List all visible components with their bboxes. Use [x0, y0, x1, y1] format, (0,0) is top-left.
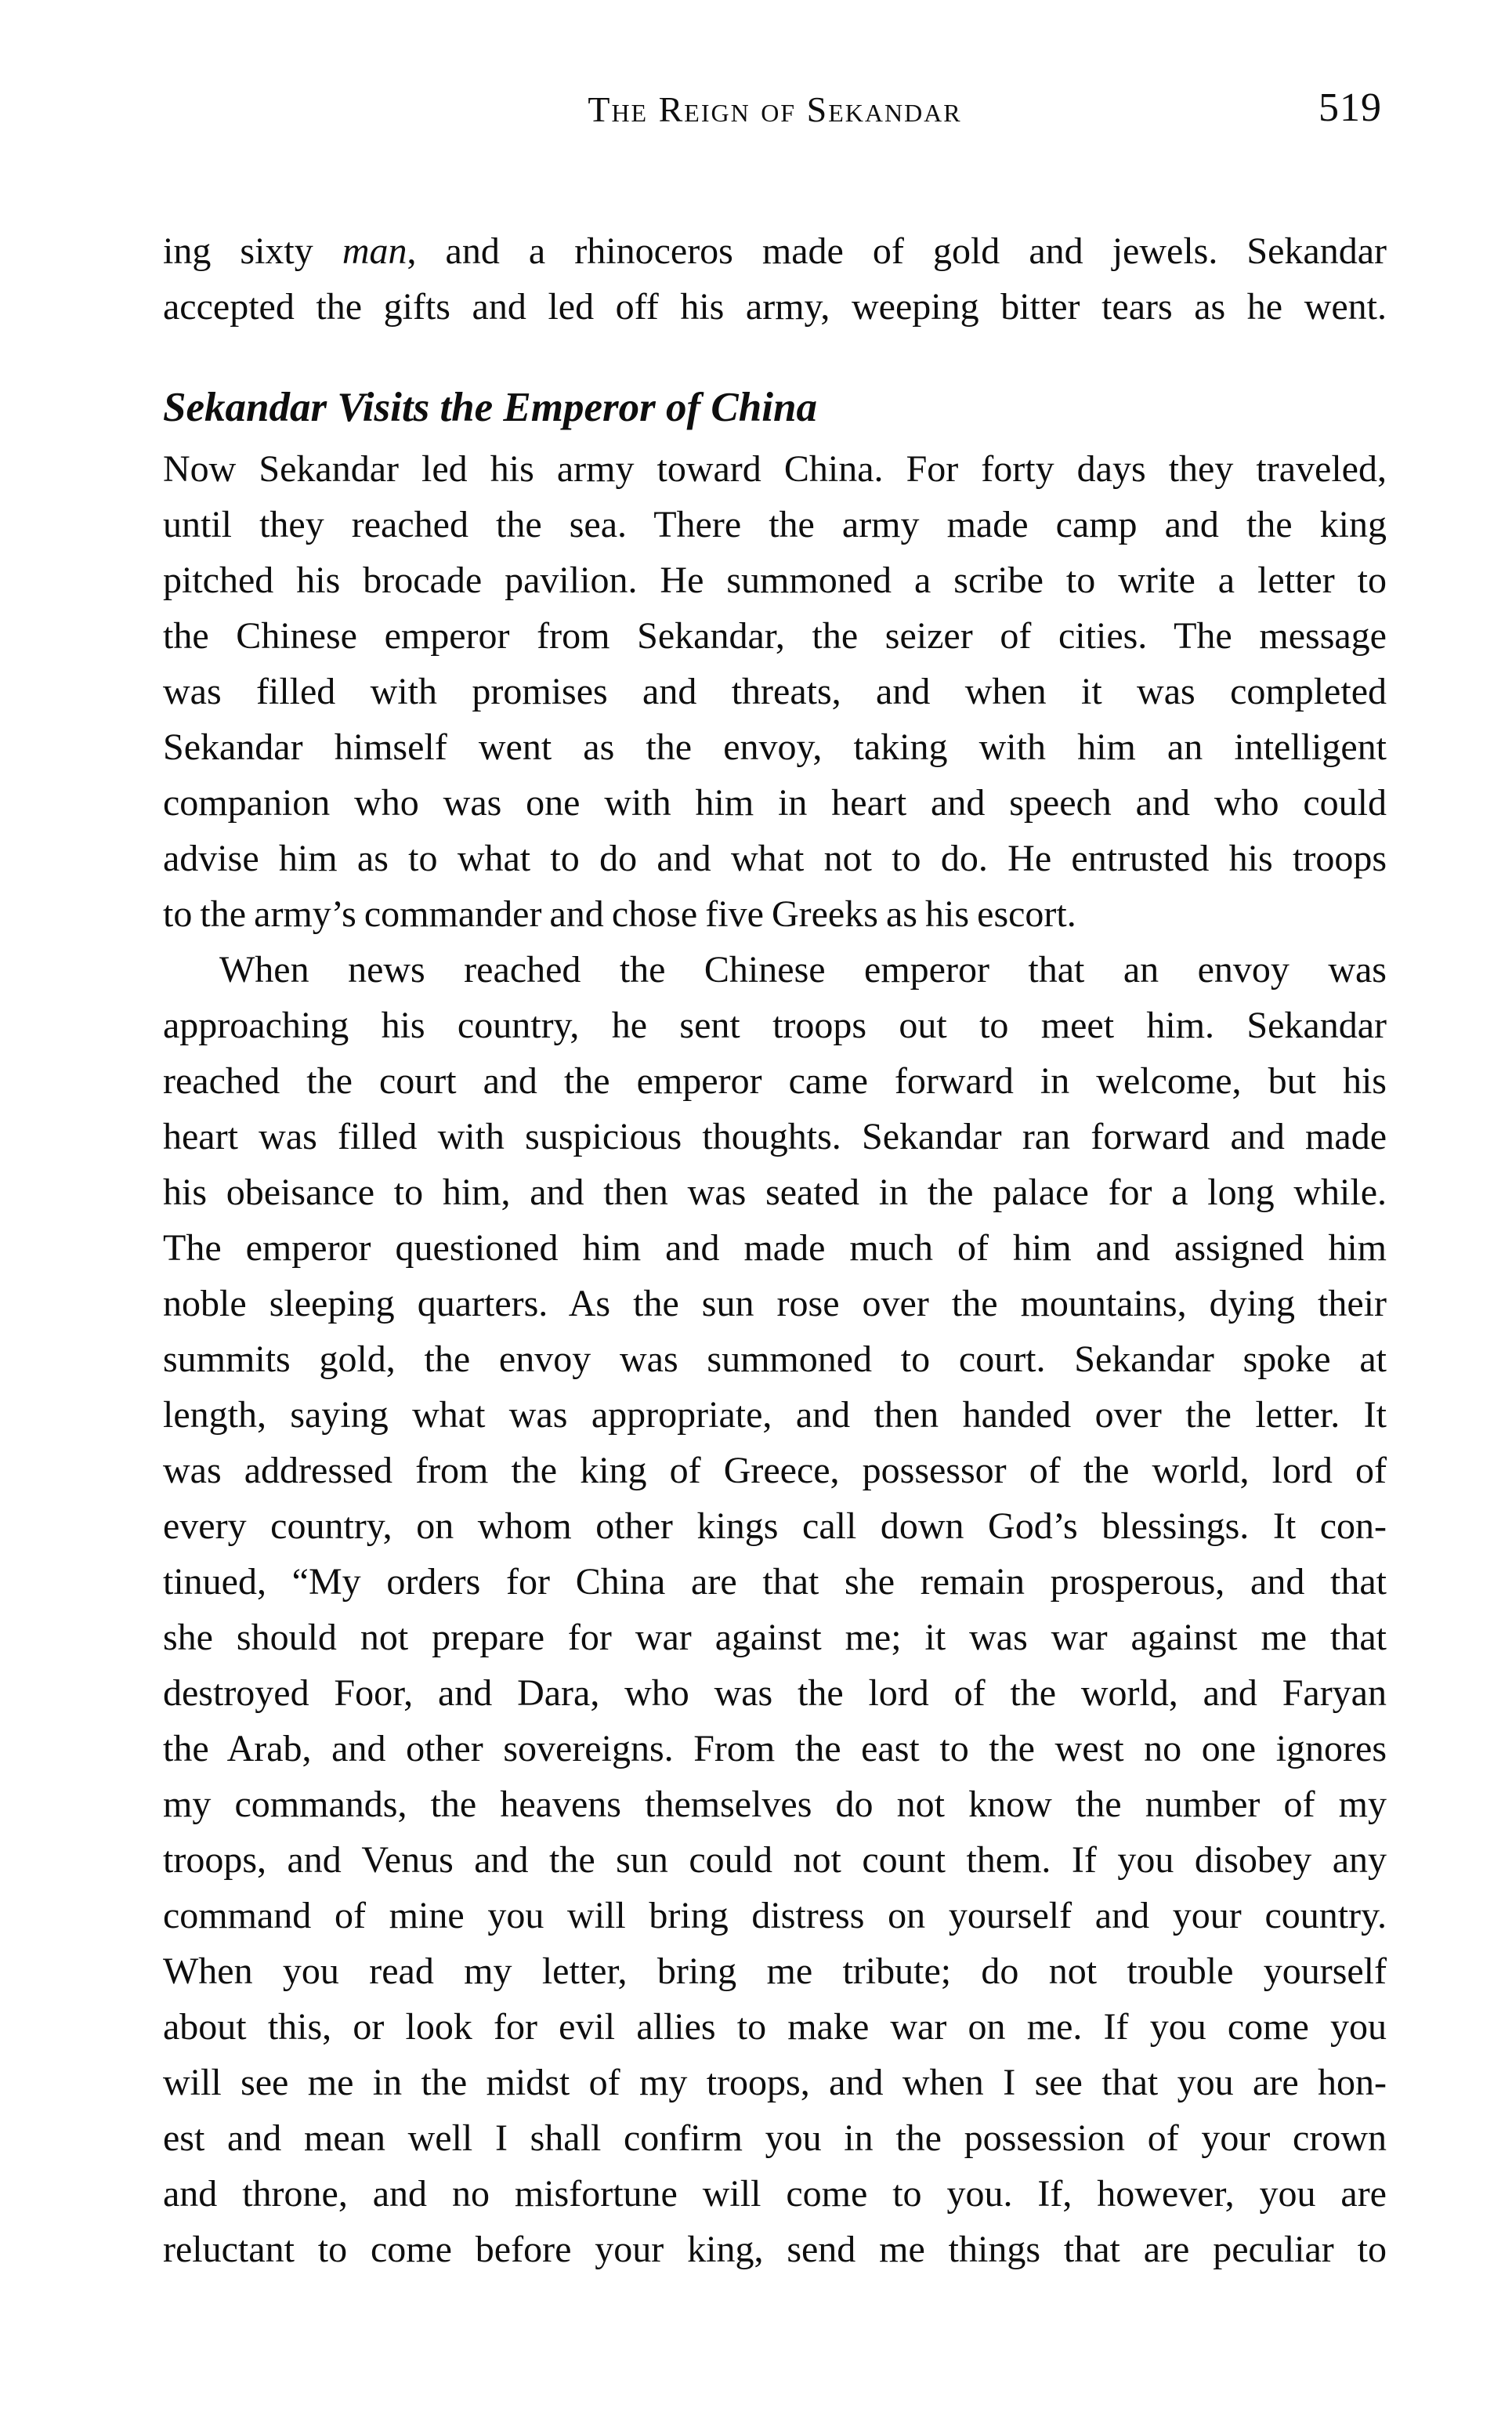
text-segment: tinued, “My orders for China are that she remain prosperous, and that: [163, 1561, 1387, 1603]
text-line: [163, 1443, 1387, 1498]
text-line: [163, 1220, 1387, 1276]
text-segment: The emperor questioned him and made much of him and assigned him: [163, 1227, 1387, 1269]
text-line: [163, 497, 1387, 552]
text-line: [163, 942, 1387, 998]
text-segment: destroyed Foor, and Dara, who was the lord of the world, and Faryan: [163, 1672, 1387, 1714]
text-line: [163, 441, 1387, 497]
text-segment: his obeisance to him, and then was seated in the palace for a long while.: [163, 1172, 1387, 1213]
paragraph-visit: [163, 441, 1387, 942]
text-segment: accepted the gifts and led off his army, weeping bitter tears as he went.: [163, 286, 1387, 328]
text-segment: Sekandar himself went as the envoy, taking with him an intelligent: [163, 726, 1387, 768]
text-line: [163, 1832, 1387, 1888]
text-line: [163, 1999, 1387, 2055]
text-line: [163, 1554, 1387, 1610]
text-segment: every country, on whom other kings call down God’s blessings. It con-: [163, 1505, 1387, 1547]
text-segment: was filled with promises and threats, and when it was completed: [163, 671, 1387, 712]
text-line: [163, 1665, 1387, 1721]
text-segment: will see me in the midst of my troops, and when I see that you are hon-: [163, 2062, 1387, 2103]
text-line: [163, 1777, 1387, 1832]
page-number: 519: [1318, 85, 1382, 130]
text-segment: was addressed from the king of Greece, possessor of the world, lord of: [163, 1450, 1387, 1491]
text-segment: to the army’s commander and chose five Greeks as his escort.: [163, 893, 1076, 935]
text-segment: advise him as to what to do and what not to do. He entrusted his troops: [163, 838, 1387, 879]
text-line: [163, 1053, 1387, 1109]
text-segment: until they reached the sea. There the army made camp and the king: [163, 504, 1387, 545]
text-segment: When you read my letter, bring me tribute; do not trouble yourself: [163, 1950, 1387, 1992]
text-line: [163, 1109, 1387, 1164]
text-segment: ing sixty: [163, 230, 342, 272]
text-line: [163, 719, 1387, 775]
text-segment: pitched his brocade pavilion. He summoned a scribe to write a letter to: [163, 560, 1387, 601]
text-line: [163, 608, 1387, 664]
text-segment: she should not prepare for war against me; it was war against me that: [163, 1617, 1387, 1658]
text-line: [163, 998, 1387, 1053]
section-heading: Sekandar Visits the Emperor of China: [163, 385, 817, 430]
text-line: [163, 279, 1387, 335]
text-line: [163, 1498, 1387, 1554]
text-line: [163, 1387, 1387, 1443]
text-line: [163, 886, 1387, 942]
text-segment: length, saying what was appropriate, and then handed over the letter. It: [163, 1394, 1387, 1436]
text-line: [163, 1276, 1387, 1331]
text-line: [163, 831, 1387, 886]
italic-text: man: [342, 230, 407, 272]
text-line: [163, 1943, 1387, 1999]
text-segment: noble sleeping quarters. As the sun rose over the mountains, dying their: [163, 1283, 1387, 1324]
text-line: [163, 775, 1387, 831]
text-segment: reached the court and the emperor came forward in welcome, but his: [163, 1060, 1387, 1102]
text-segment: my commands, the heavens themselves do not know the number of my: [163, 1784, 1387, 1825]
text-segment: about this, or look for evil allies to make war on me. If you come you: [163, 2006, 1387, 2048]
paragraph-letter: [163, 942, 1387, 2277]
text-line: [163, 552, 1387, 608]
text-segment: the Chinese emperor from Sekandar, the seizer of cities. The message: [163, 615, 1387, 657]
running-header-title: The Reign of Sekandar: [588, 89, 962, 129]
text-segment: and throne, and no misfortune will come to you. If, however, you are: [163, 2173, 1387, 2215]
text-segment: troops, and Venus and the sun could not count them. If you disobey any: [163, 1839, 1387, 1881]
paragraph-opening: [163, 223, 1387, 335]
text-line: [163, 664, 1387, 719]
text-line: [163, 223, 1387, 279]
text-line: [163, 1721, 1387, 1777]
text-segment: reluctant to come before your king, send me things that are peculiar to: [163, 2229, 1387, 2270]
text-line: [163, 2110, 1387, 2166]
text-line: [163, 1610, 1387, 1665]
text-segment: Now Sekandar led his army toward China. For forty days they traveled,: [163, 448, 1387, 490]
text-segment: heart was filled with suspicious thoughts. Sekandar ran forward and made: [163, 1116, 1387, 1157]
text-segment: When news reached the Chinese emperor that an envoy was: [219, 949, 1387, 991]
text-line: [163, 1164, 1387, 1220]
text-segment: companion who was one with him in heart and speech and who could: [163, 782, 1387, 824]
text-segment: est and mean well I shall confirm you in the possession of your crown: [163, 2117, 1387, 2159]
text-line: [163, 2166, 1387, 2222]
text-segment: command of mine you will bring distress on yourself and your country.: [163, 1895, 1387, 1936]
text-line: [163, 2055, 1387, 2110]
text-segment: the Arab, and other sovereigns. From the east to the west no one ignores: [163, 1728, 1387, 1769]
text-segment: summits gold, the envoy was summoned to court. Sekandar spoke at: [163, 1338, 1387, 1380]
text-segment: approaching his country, he sent troops out to meet him. Sekandar: [163, 1005, 1387, 1046]
text-line: [163, 2222, 1387, 2277]
text-line: [163, 1888, 1387, 1943]
text-segment: , and a rhinoceros made of gold and jewels. Sekandar: [407, 230, 1387, 272]
text-line: [163, 1331, 1387, 1387]
